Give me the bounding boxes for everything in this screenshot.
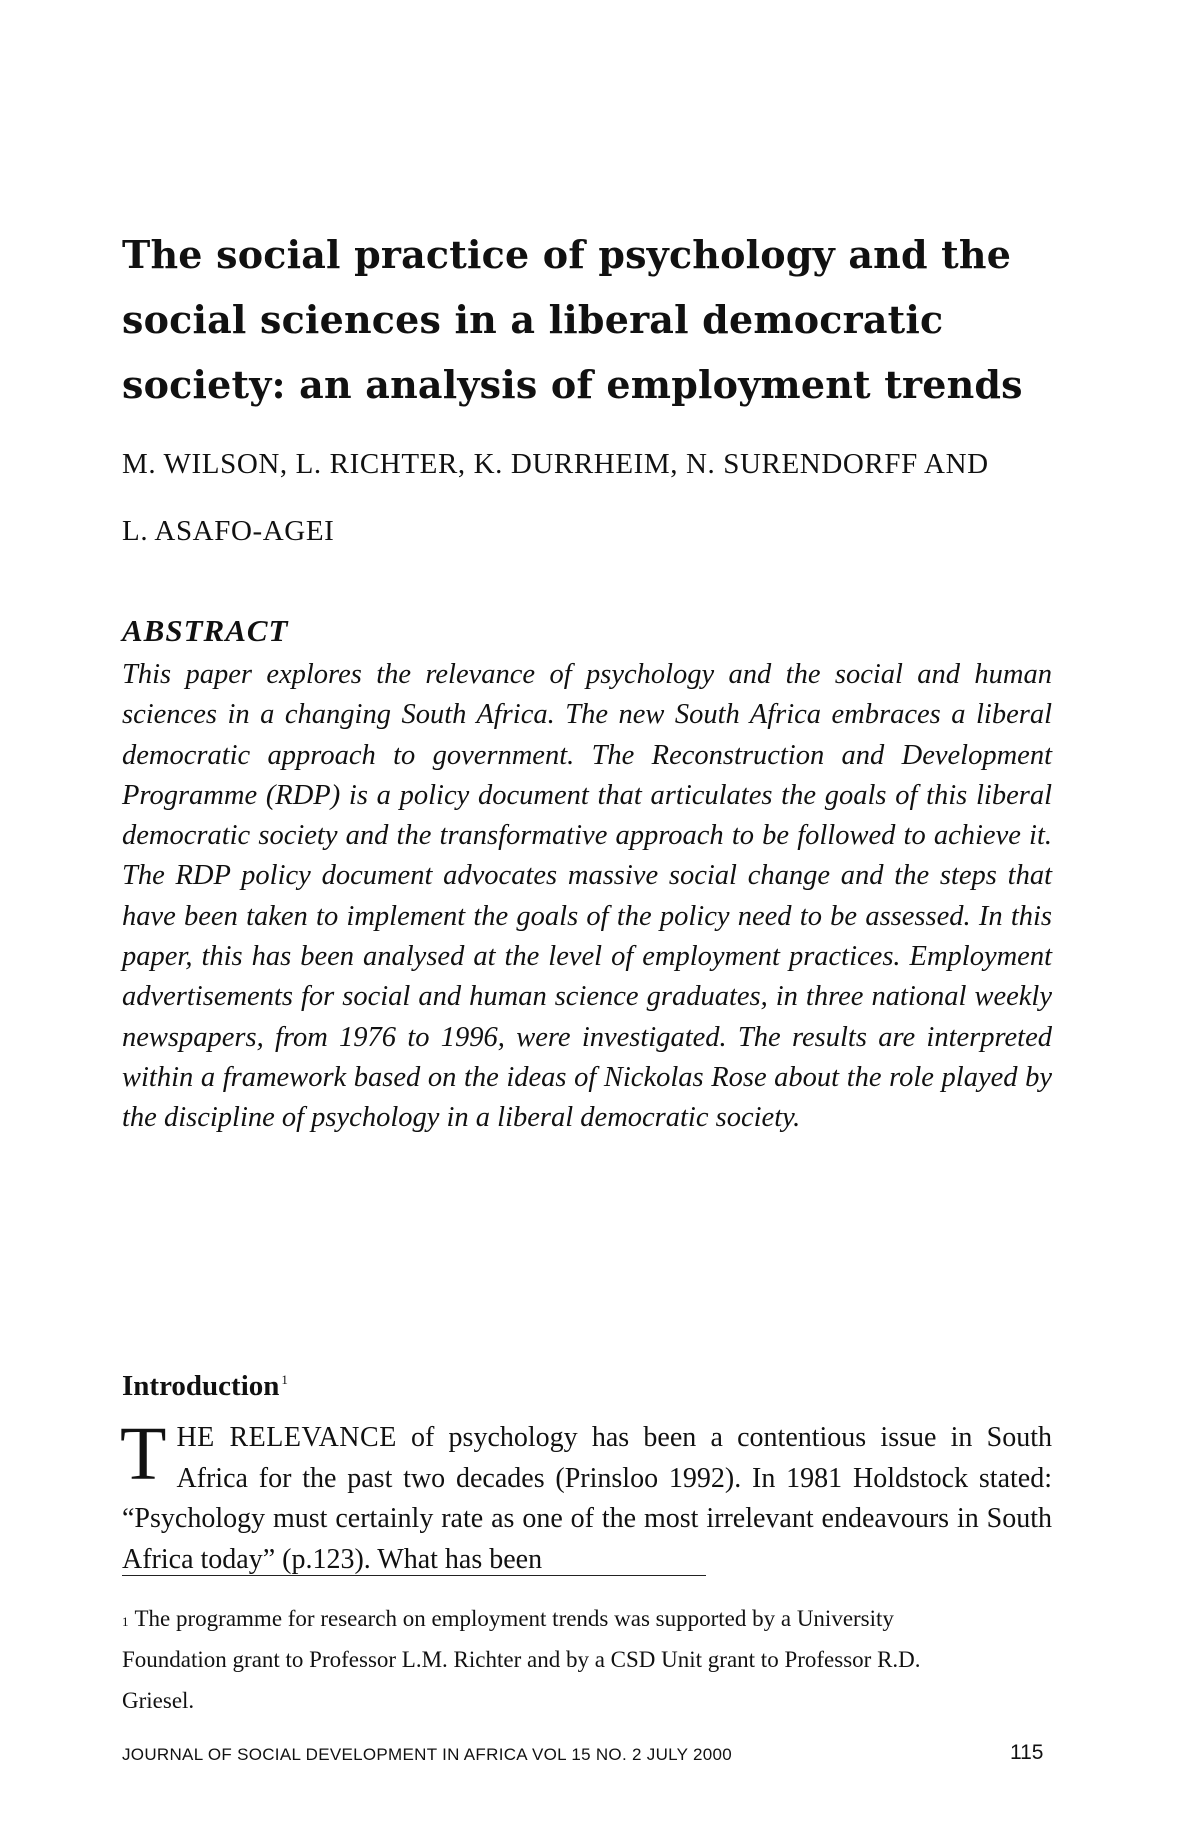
author-line-2: L. ASAFO-AGEI — [122, 515, 335, 547]
opening-smallcaps: HE RELEVANCE — [176, 1422, 397, 1453]
article-title: The social practice of psychology and the social sciences in a liberal democratic society: an analysis of employment trends — [122, 232, 1023, 407]
footnote-divider — [122, 1575, 706, 1576]
introduction-heading-text: Introduction — [122, 1370, 280, 1402]
drop-cap: T — [120, 1412, 167, 1496]
footnote — [122, 1598, 962, 1721]
abstract-heading: ABSTRACT — [122, 613, 289, 648]
page-number: 115 — [1010, 1741, 1044, 1764]
author-list — [122, 431, 1082, 565]
footnote-marker: 1 — [122, 1614, 129, 1629]
introduction-paragraph — [120, 1412, 1052, 1580]
abstract-text: This paper explores the relevance of psychology and the social and human sciences in a changing South Africa. The new South Africa embraces a liberal democratic approach to government. The Reconstruction and Development Programme (RDP) is a policy document that articulates the goals of this liberal democratic society and the transformative approach to be followed to achieve it. The RDP policy document advocates massive social change and the steps that have been taken to implement the goals of the policy need to be assessed. In this paper, this has been analysed at the level of employment practices. Employment advertisements for social and human science graduates, in three national weekly newspapers, from 1976 to 1996, were investigated. The results are interpreted within a framework based on the ideas of Nickolas Rose about the role played by the discipline of psychology in a liberal democratic society. — [122, 659, 1052, 1134]
footnote-reference: 1 — [281, 1372, 288, 1387]
introduction-text: of psychology has been a contentious issue in South Africa for the past two decades (Prinsloo 1992). In 1981 Holdstock stated: “Psychology must certainly rate as one of the most irrelevant endeavours in South Africa today” (p.123). What has been — [122, 1422, 1052, 1575]
introduction-heading — [122, 1370, 288, 1403]
running-footer-journal: JOURNAL OF SOCIAL DEVELOPMENT IN AFRICA VOL 15 NO. 2 JULY 2000 — [122, 1745, 733, 1764]
footnote-text: The programme for research on employment trends was supported by a University Foundation grant to Professor L.M. Richter and by a CSD Unit grant to Professor R.D. Griesel. — [122, 1606, 921, 1713]
author-line-1: M. WILSON, L. RICHTER, K. DURRHEIM, N. SURENDORFF AND — [122, 448, 989, 480]
